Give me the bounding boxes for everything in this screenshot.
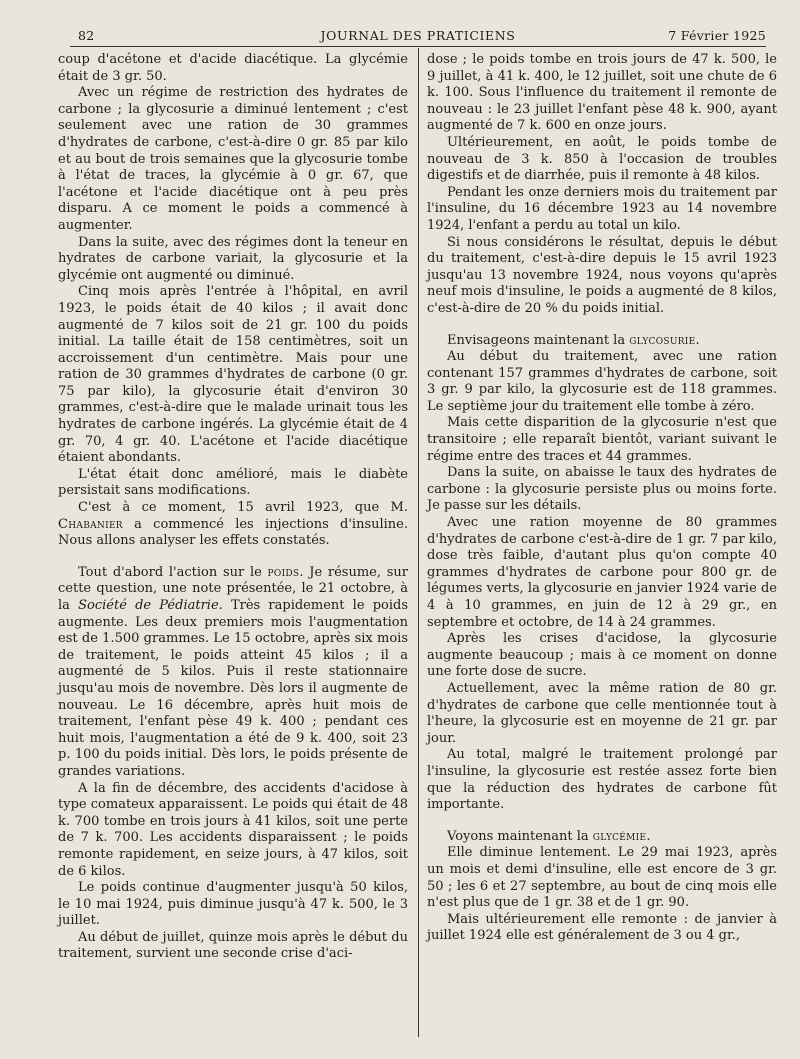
text-run: . bbox=[695, 332, 700, 348]
paragraph: Au début du traitement, avec une ration contenant 157 grammes d'hydrates de carbone, soit 3 gr. 9 par kilo, la glycosurie est de 118 grammes. Le septième jour du traitement elle tombe à zéro. bbox=[427, 349, 777, 414]
paragraph: Dans la suite, avec des régimes dont la teneur en hydrates de carbone variait, la glycosurie et la glycémie ont augmenté ou diminué. bbox=[58, 234, 408, 283]
paragraph: Avec une ration moyenne de 80 grammes d'hydrates de carbone c'est-à-dire de 1 gr. 7 par kilo, dose très faible, d'autant plus qu'on compte 40 grammes d'hydrates de carbone pour 800 gr. de légumes verts, la glycosurie en janvier 1924 varie de 4 à 10 grammes, en juin de 12 à 29 gr., en septembre et octobre, de 14 à 24 grammes. bbox=[427, 515, 777, 630]
paragraph: Cinq mois après l'entrée à l'hôpital, en avril 1923, le poids était de 40 kilos ; il avait donc augmenté de 7 kilos soit de 21 gr. 100 du poids initial. La taille était de 158 centimètres, soit un accroissement d'un centimètre. Mais pour une ration de 30 grammes d'hydrates de carbone (0 gr. 75 par kilo), la glycosurie était d'environ 30 grammes, c'est-à-dire que le malade urinait tous les hydrates de carbone ingérés. La glycémie était de 4 gr. 70, 4 gr. 40. L'acétone et l'acide diacétique étaient abondants. bbox=[58, 284, 408, 466]
society-name: Société de Pédiatrie bbox=[78, 598, 219, 613]
issue-date: 7 Février 1925 bbox=[668, 28, 766, 43]
text-run: Voyons maintenant la bbox=[447, 828, 589, 844]
paragraph: Mais ultérieurement elle remonte : de janvier à juillet 1924 elle est généralement de 3 ou 4 gr., bbox=[427, 911, 777, 944]
left-column bbox=[58, 52, 408, 963]
text-run: Tout d'abord l'action sur le bbox=[78, 564, 262, 580]
page-number: 82 bbox=[78, 28, 95, 43]
text-run: . Je résume, sur cette question, une note présentée, le 21 octobre, à la bbox=[58, 564, 408, 613]
section-term: glycosurie bbox=[629, 332, 696, 348]
paragraph: Mais cette disparition de la glycosurie n'est que transitoire ; elle reparaît bientôt, variant suivant le régime entre des traces et 44 grammes. bbox=[427, 415, 777, 464]
paragraph bbox=[58, 500, 408, 550]
paragraph: coup d'acétone et d'acide diacétique. La glycémie était de 3 gr. 50. bbox=[58, 52, 408, 84]
paragraph: Pendant les onze derniers mois du traitement par l'insuline, du 16 décembre 1923 au 14 novembre 1924, l'enfant a perdu au total un kilo. bbox=[427, 184, 777, 233]
text-run: C'est à ce moment, 15 avril 1923, que M. bbox=[78, 500, 408, 516]
paragraph bbox=[427, 829, 777, 846]
paragraph: Si nous considérons le résultat, depuis le début du traitement, c'est-à-dire depuis le 15 avril 1923 jusqu'au 13 novembre 1924, nous voyons qu'après neuf mois d'insuline, le poids a augmenté de 8 kilos, c'est-à-dire de 20 % du poids initial. bbox=[427, 234, 777, 316]
section-term: glycémie bbox=[592, 828, 647, 844]
journal-title: JOURNAL DES PRATICIENS bbox=[320, 28, 516, 43]
paragraph: Après les crises d'acidose, la glycosurie augmente beaucoup ; mais à ce moment on donne une forte dose de sucre. bbox=[427, 631, 777, 680]
paragraph bbox=[58, 565, 408, 781]
author-name: Chabanier bbox=[58, 516, 123, 532]
paragraph: Ultérieurement, en août, le poids tombe de nouveau de 3 k. 850 à l'occasion de troubles digestifs et de diarrhée, puis il remonte à 48 kilos. bbox=[427, 134, 777, 184]
paragraph: Actuellement, avec la même ration de 80 gr. d'hydrates de carbone que celle mentionnée tout à l'heure, la glycosurie est en moyenne de 21 gr. par jour. bbox=[427, 680, 777, 746]
paragraph: Avec un régime de restriction des hydrates de carbone ; la glycosurie a diminué lentement ; c'est seulement avec une ration de 30 grammes d'hydrates de carbone, c'est-à-dire 0 gr. 85 par kilo et au bout de trois semaines que la glycosurie tombe à l'état de traces, la glycémie à 0 gr. 67, que l'acétone et l'acide diacétique ont à peu près disparu. A ce moment le poids a commencé à augmenter. bbox=[58, 85, 408, 233]
paragraph: Au total, malgré le traitement prolongé par l'insuline, la glycosurie est restée assez forte bien que la réduction des hydrates de carbone fût importante. bbox=[427, 747, 777, 813]
column-divider bbox=[418, 48, 419, 1037]
paragraph: dose ; le poids tombe en trois jours de 47 k. 500, le 9 juillet, à 41 k. 400, le 12 juillet, soit une chute de 6 k. 100. Sous l'influence du traitement il remonte de nouveau : le 23 juillet l'enfant pèse 48 k. 900, ayant augmenté de 7 k. 600 en onze jours. bbox=[427, 52, 777, 134]
page-header bbox=[70, 26, 766, 46]
right-column bbox=[427, 52, 777, 945]
header-rule bbox=[70, 46, 766, 47]
paragraph: Au début de juillet, quinze mois après le début du traitement, survient une seconde crise d'aci- bbox=[58, 929, 408, 962]
text-run: . bbox=[646, 828, 651, 844]
paragraph: L'état était donc amélioré, mais le diabète persistait sans modifications. bbox=[58, 466, 408, 499]
text-run: Envisageons maintenant la bbox=[447, 332, 626, 348]
paragraph bbox=[427, 333, 777, 350]
paragraph: Le poids continue d'augmenter jusqu'à 50 kilos, le 10 mai 1924, puis diminue jusqu'à 47 k. 500, le 3 juillet. bbox=[58, 880, 408, 929]
paragraph: Elle diminue lentement. Le 29 mai 1923, après un mois et demi d'insuline, elle est encore de 3 gr. 50 ; les 6 et 27 septembre, au bout de cinq mois elle n'est plus que de 1 gr. 38 et de 1 gr. 90. bbox=[427, 845, 777, 911]
text-run: . Très rapidement le poids augmente. Les deux premiers mois l'augmentation est de 1.500 grammes. Le 15 octobre, après six mois de traitement, le poids atteint 45 kilos ; il a augmenté de 5 kilos. Puis il reste stationnaire jusqu'au mois de novembre. Dès lors il augmente de nouveau. Le 16 décembre, après huit mois de traitement, l'enfant pèse 49 k. 400 ; pendant ces huit mois, l'augmentation a été de 9 k. 400, soit 23 p. 100 du poids initial. Dès lors, le poids présente de grandes variations. bbox=[58, 598, 409, 779]
paragraph: A la fin de décembre, des accidents d'acidose à type comateux apparaissent. Le poids qui était de 48 k. 700 tombe en trois jours à 41 kilos, soit une perte de 7 k. 700. Les accidents disparaissent ; le poids remonte rapidement, en seize jours, à 47 kilos, soit de 6 kilos. bbox=[58, 780, 408, 879]
text-run: a commencé les injections d'insuline. Nous allons analyser les effets constatés. bbox=[58, 516, 409, 549]
section-term: poids bbox=[267, 564, 300, 580]
paragraph: Dans la suite, on abaisse le taux des hydrates de carbone : la glycosurie persiste plus ou moins forte. Je passe sur les détails. bbox=[427, 465, 777, 514]
